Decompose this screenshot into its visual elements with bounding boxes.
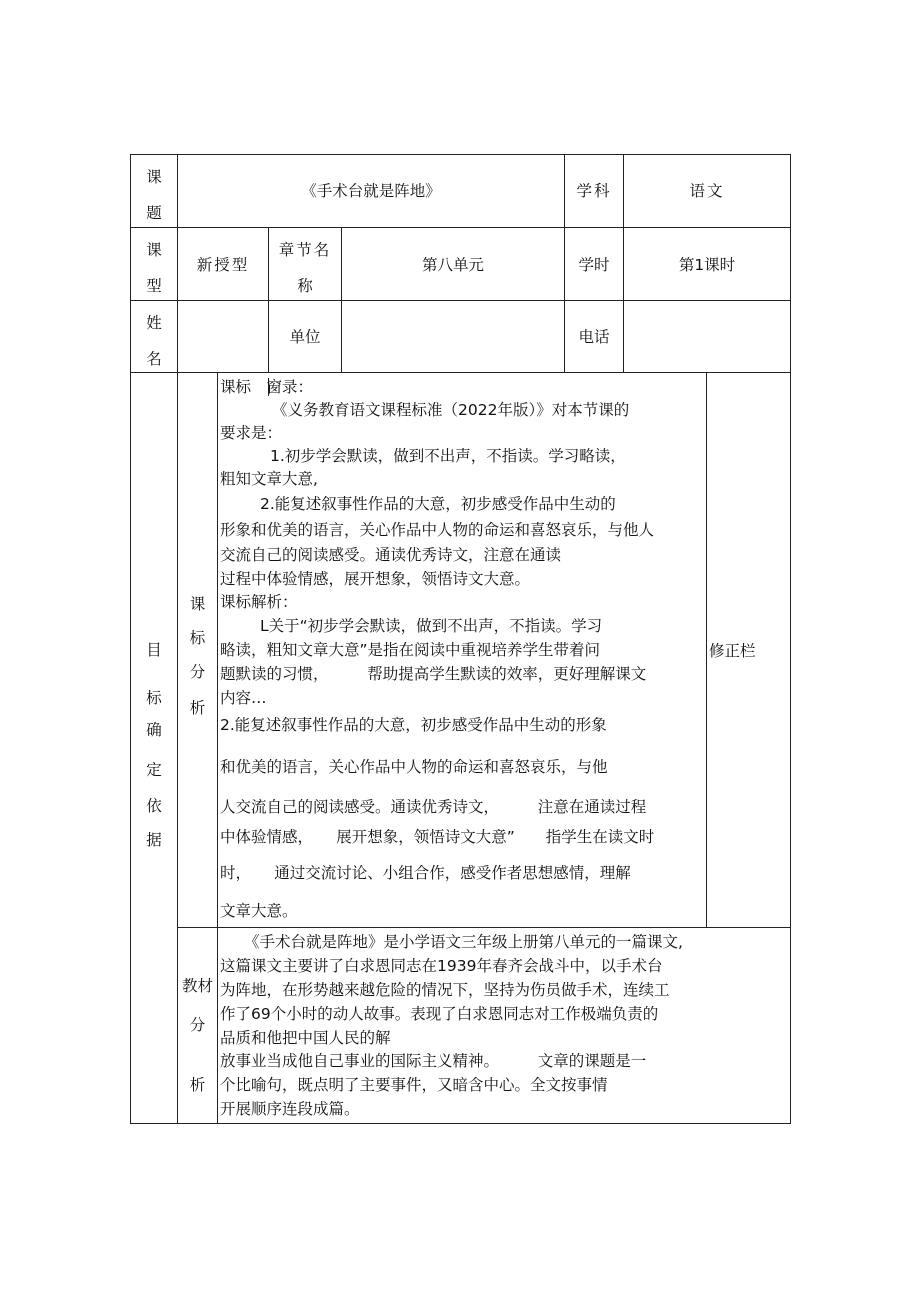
standard-line: L关于“初步学会默读，做到不出声，不指读。学习 (260, 617, 603, 635)
table-border-left (130, 154, 131, 1124)
standard-line: 内容… (220, 689, 267, 707)
textbook-analysis-label: 教材 (181, 977, 213, 995)
col-divider (341, 227, 342, 373)
standard-line: 要求是： (220, 424, 283, 442)
standard-line: 题默读的习惯， 帮助提高学生默读的效率，更好理解课文 (220, 665, 647, 683)
textbook-line: 这篇课文主要讲了白求恩同志在1939年春齐会战斗中，以手术台 (220, 957, 663, 975)
row-divider (177, 927, 791, 928)
textbook-line: 作了69个小时的动人故事。表现了白求恩同志对工作极端负责的 (220, 1005, 659, 1023)
chapter-value: 第八单元 (421, 256, 484, 274)
standard-line: 交流自己的阅读感受。通读优秀诗文，注意在通读 (220, 546, 562, 564)
period-label: 学时 (578, 256, 610, 274)
standard-line: 略读，粗知文章大意”是指在阅读中重视培养学生带着问 (220, 641, 601, 659)
chapter-label: 章节名 (278, 241, 332, 259)
section-label-char: 依 (146, 797, 162, 815)
section-label-char: 据 (146, 831, 162, 849)
type-label: 课 (146, 241, 162, 259)
col-divider (217, 372, 218, 1124)
standard-line: 1.初步学会默读，做到不出声，不指读。学习略读， (270, 447, 626, 465)
table-border-right (790, 154, 791, 1124)
lesson-label: 题 (146, 204, 162, 222)
section-label-char: 定 (146, 761, 162, 779)
standard-line: 课标解析： (220, 593, 298, 611)
section-label-char: 确 (146, 721, 162, 739)
period-value: 第1课时 (678, 256, 736, 274)
chapter-label: 称 (297, 277, 313, 295)
textbook-analysis-label: 分 (189, 1016, 206, 1034)
type-value: 新授型 (196, 256, 250, 274)
standard-analysis-label: 课 (189, 595, 206, 613)
standard-line: 2.能复述叙事性作品的大意，初步感受作品中生动的形象 (220, 716, 607, 734)
row-divider (130, 300, 791, 301)
col-divider (706, 372, 707, 928)
revision-column-label: 修正栏 (709, 642, 756, 660)
subject-value: 语文 (689, 182, 725, 200)
standard-analysis-label: 析 (189, 699, 206, 717)
section-label-char: 目 (146, 641, 162, 659)
section-label-char: 标 (146, 689, 162, 707)
textbook-line: 放事业当成他自己事业的国际主义精神。 文章的课题是一 (220, 1052, 647, 1070)
subject-label: 学科 (576, 182, 612, 200)
standard-line: 文章大意。 (220, 902, 298, 920)
name-label: 姓 (146, 314, 162, 332)
phone-label: 电话 (578, 328, 610, 346)
lesson-title: 《手术台就是阵地》 (301, 182, 441, 200)
standard-line: 时， 通过交流讨论、小组合作，感受作者思想感情，理解 (220, 864, 631, 882)
type-label: 型 (146, 277, 162, 295)
textbook-line: 为阵地，在形势越来越危险的情况下，坚持为伤员做手术，连续工 (220, 981, 670, 999)
textbook-analysis-label: 析 (189, 1076, 206, 1094)
row-divider (130, 372, 791, 373)
standard-line: 形象和优美的语言，关心作品中人物的命运和喜怒哀乐，与他人 (220, 521, 655, 539)
standard-line: 《义务教育语文课程标准（2022年版）》对本节课的 (272, 401, 630, 419)
textbook-line: 个比喻句，既点明了主要事件，又暗含中心。全文按事情 (220, 1076, 608, 1094)
standard-line: 2.能复述叙事性作品的大意，初步感受作品中生动的 (260, 495, 616, 513)
unit-label: 单位 (289, 328, 321, 346)
lesson-label: 课 (146, 168, 162, 186)
standard-analysis-label: 标 (189, 629, 206, 647)
textbook-line: 品质和他把中国人民的解 (220, 1029, 391, 1047)
textbook-line: 《手术台就是阵地》是小学语文三年级上册第八单元的一篇课文, (244, 933, 683, 951)
textbook-line: 开展顺序连段成篇。 (220, 1100, 360, 1118)
table-border-top (130, 154, 791, 155)
standard-line: 中体验情感， 展开想象，领悟诗文大意” 指学生在读文时 (220, 828, 655, 846)
standard-line: 粗知文章大意, (220, 470, 318, 488)
name-label: 名 (146, 350, 162, 368)
row-divider (130, 227, 791, 228)
standard-line: 和优美的语言，关心作品中人物的命运和喜怒哀乐，与他 (220, 758, 608, 776)
standard-analysis-label: 分 (189, 663, 206, 681)
standard-line: 过程中体验情感，展开想象，领悟诗文大意。 (220, 570, 531, 588)
standard-line: 课标 窗录： (220, 378, 314, 396)
standard-line: 人交流自己的阅读感受。通读优秀诗文， 注意在通读过程 (220, 798, 647, 816)
table-border-bottom (130, 1123, 791, 1124)
